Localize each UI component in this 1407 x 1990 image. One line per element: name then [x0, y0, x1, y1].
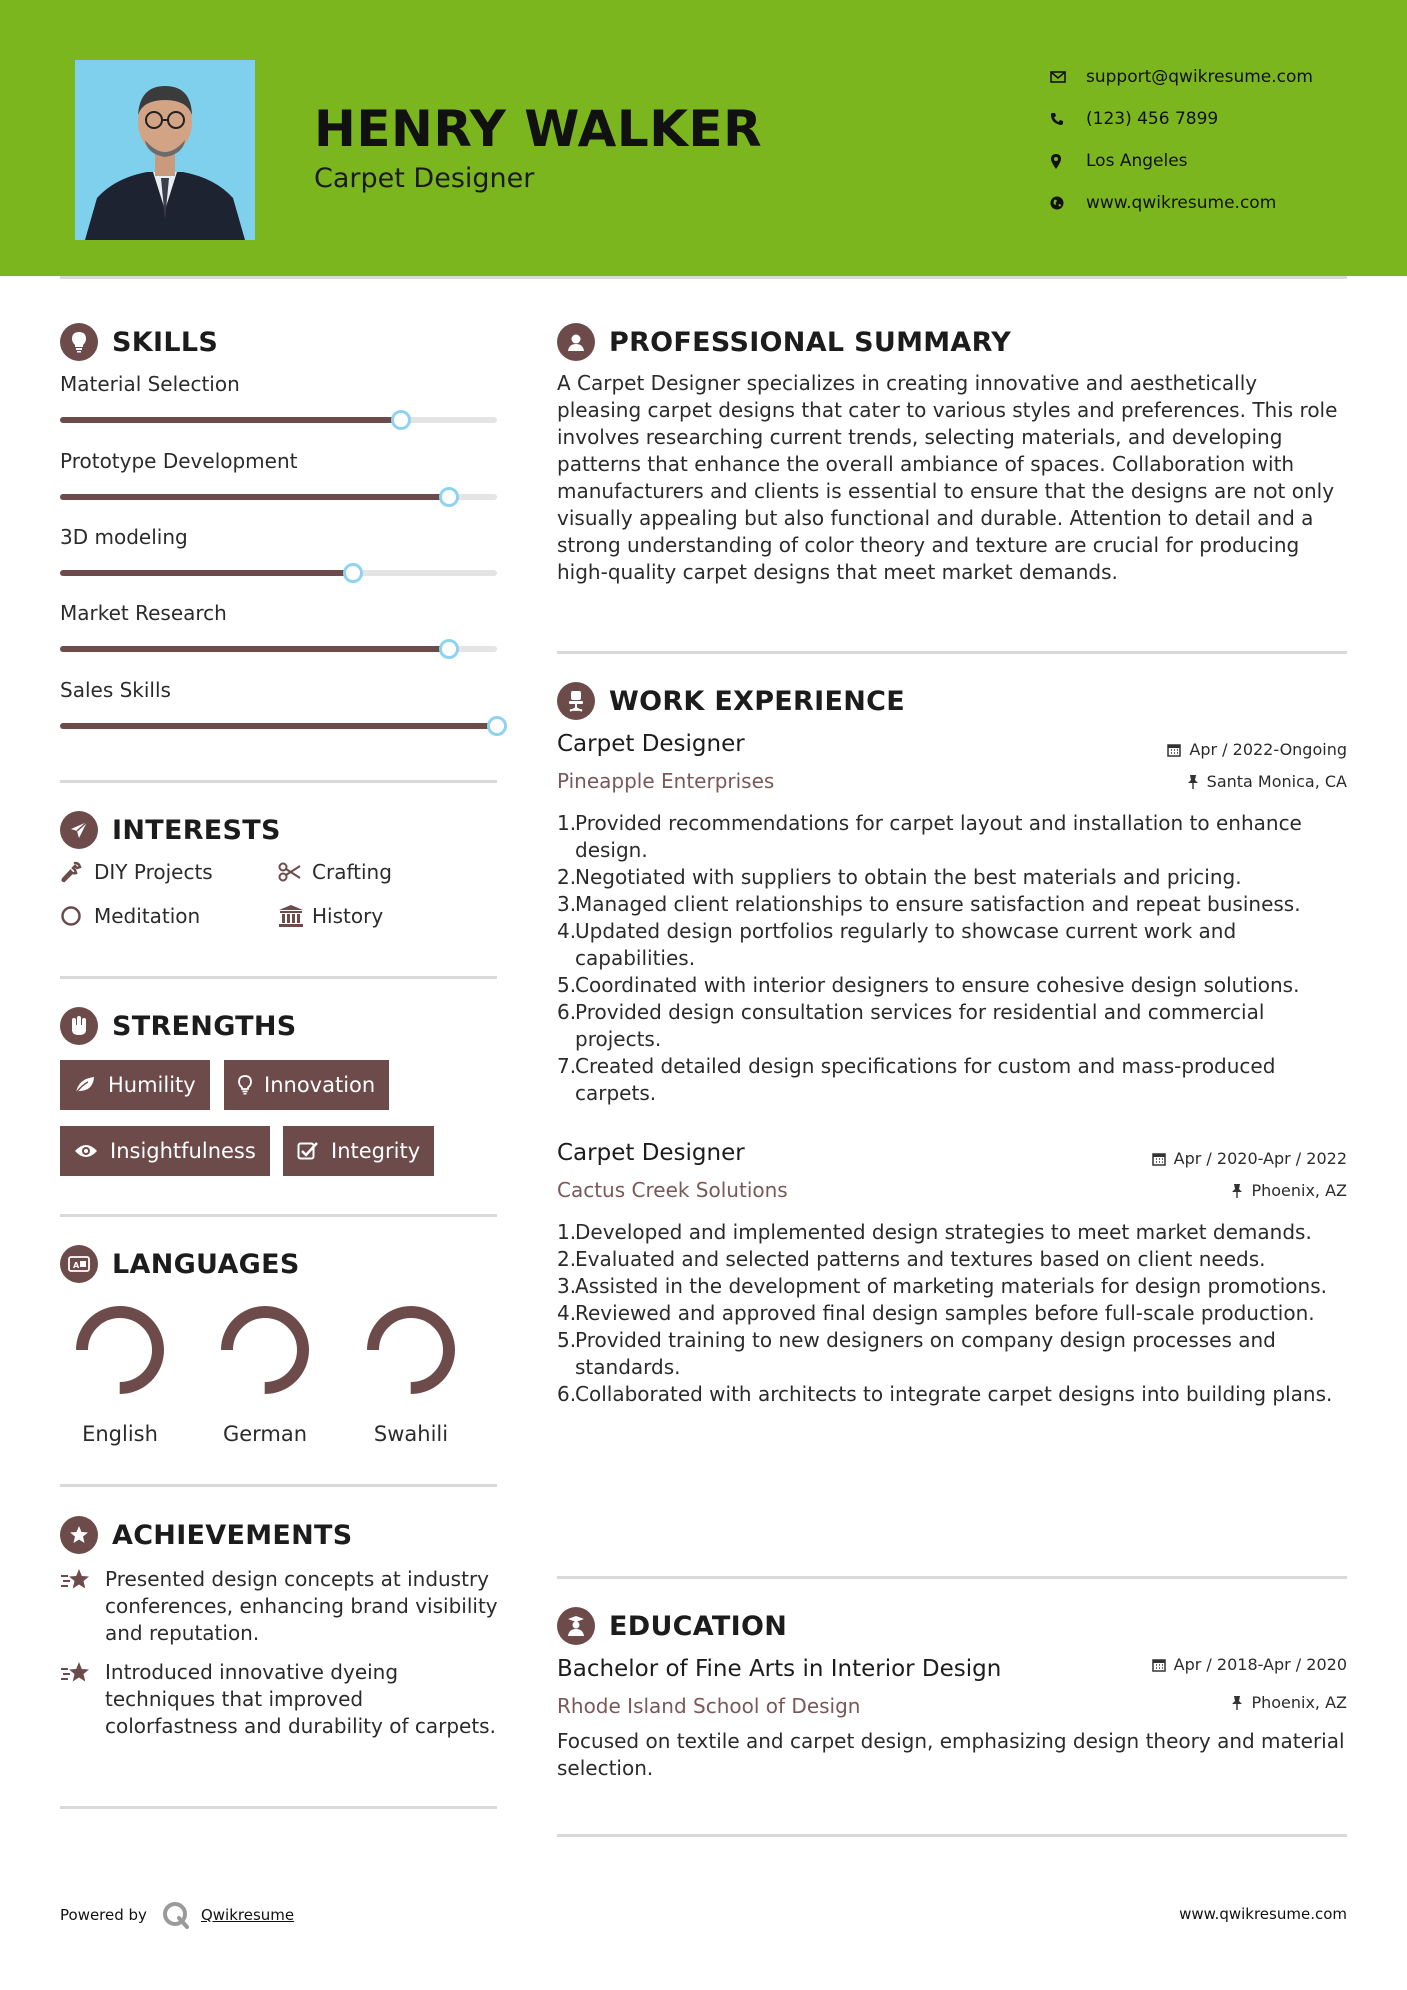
- lightbulb-icon: [60, 323, 98, 361]
- interests-title: INTERESTS: [112, 814, 281, 846]
- interest-label: DIY Projects: [94, 860, 213, 884]
- list-item: 4. Updated design portfolios regularly to showcase current work and capabilities.: [557, 919, 1237, 970]
- achievement-item: [60, 1566, 500, 1647]
- candidate-name: HENRY WALKER: [314, 100, 763, 158]
- job-location-text: Phoenix, AZ: [1251, 1181, 1347, 1200]
- job-company: Cactus Creek Solutions: [557, 1178, 788, 1202]
- language-ring: [70, 1300, 170, 1400]
- skill-label: Prototype Development: [60, 449, 298, 473]
- skills-title: SKILLS: [112, 326, 219, 358]
- skill-bar-fill: [60, 723, 497, 729]
- section-divider: [557, 1576, 1347, 1579]
- experience-title: WORK EXPERIENCE: [609, 685, 905, 717]
- strength-badge: [60, 1060, 210, 1110]
- header-divider: [60, 276, 1347, 279]
- skill-bar-knob: [343, 563, 363, 583]
- experience-section-header: [557, 682, 905, 720]
- interest-item: [278, 860, 392, 884]
- section-divider: [60, 1806, 497, 1809]
- interest-item: [60, 904, 200, 928]
- circle-icon: [60, 905, 94, 927]
- list-item: 2. Evaluated and selected patterns and textures based on client needs.: [557, 1247, 1266, 1271]
- office-chair-icon: [557, 682, 595, 720]
- language-item: [215, 1300, 315, 1446]
- list-item: 7. Created detailed design specifications for custom and mass-produced carpets.: [557, 1054, 1276, 1105]
- job-title: Carpet Designer: [557, 731, 745, 757]
- language-label: English: [82, 1422, 158, 1446]
- envelope-icon: [1050, 71, 1086, 83]
- education-school: Rhode Island School of Design: [557, 1694, 861, 1718]
- education-date-text: Apr / 2018-Apr / 2020: [1173, 1655, 1347, 1674]
- interest-label: Crafting: [312, 860, 392, 884]
- paper-plane-icon: [60, 811, 98, 849]
- achievements-section-header: [60, 1516, 353, 1554]
- calendar-icon: [1152, 1658, 1166, 1672]
- user-icon: [557, 323, 595, 361]
- list-item: 5. Coordinated with interior designers to ensure cohesive design solutions.: [557, 973, 1300, 997]
- interest-item: [278, 904, 383, 928]
- skill-label: Sales Skills: [60, 678, 171, 702]
- contact-phone[interactable]: [1050, 98, 1313, 140]
- powered-by-text: Powered by: [60, 1906, 147, 1924]
- achievement-item: [60, 1659, 500, 1740]
- job-location-text: Santa Monica, CA: [1206, 772, 1347, 791]
- check-square-icon: [297, 1141, 319, 1161]
- list-item: 6. Provided design consultation services for residential and commercial projects.: [557, 1000, 1265, 1051]
- strength-label: Insightfulness: [110, 1139, 256, 1163]
- star-icon: [60, 1659, 105, 1740]
- strength-label: Innovation: [264, 1073, 376, 1097]
- language-ring: [361, 1300, 461, 1400]
- footer-powered-by: [60, 1900, 294, 1930]
- calendar-icon: [1152, 1152, 1166, 1166]
- education-description: Focused on textile and carpet design, emphasizing design theory and material selection.: [557, 1729, 1345, 1780]
- lightbulb-icon: [238, 1075, 252, 1095]
- calendar-icon: [1167, 743, 1181, 757]
- globe-icon: [1050, 196, 1086, 210]
- qwikresume-logo-icon: [161, 1900, 191, 1930]
- interest-item: [60, 860, 213, 884]
- list-item: 3. Managed client relationships to ensure satisfaction and repeat business.: [557, 892, 1301, 916]
- contact-location-text: Los Angeles: [1086, 151, 1188, 171]
- contact-website[interactable]: [1050, 182, 1313, 224]
- skill-bar-knob: [391, 410, 411, 430]
- skill-bar-knob: [487, 716, 507, 736]
- skill-bar-fill: [60, 494, 449, 500]
- strength-label: Integrity: [331, 1139, 421, 1163]
- achievement-text: Presented design concepts at industry conferences, enhancing brand visibility and reputation.: [105, 1567, 498, 1645]
- language-ring: [215, 1300, 315, 1400]
- skill-bar: [60, 646, 497, 652]
- education-date: [1152, 1655, 1347, 1674]
- job-title: Carpet Designer: [557, 1140, 745, 1166]
- fist-icon: [60, 1007, 98, 1045]
- education-location: [1231, 1693, 1347, 1712]
- language-label: Swahili: [373, 1422, 449, 1446]
- summary-title: PROFESSIONAL SUMMARY: [609, 326, 1012, 358]
- scissors-icon: [278, 862, 312, 882]
- qwikresume-link[interactable]: Qwikresume: [200, 1906, 295, 1924]
- phone-icon: [1050, 112, 1086, 126]
- museum-icon: [278, 904, 312, 928]
- contact-website-text: www.qwikresume.com: [1086, 193, 1277, 213]
- languages-title: LANGUAGES: [112, 1248, 300, 1280]
- skill-label: Market Research: [60, 601, 227, 625]
- strength-label: Humility: [108, 1073, 196, 1097]
- skill-label: Material Selection: [60, 372, 240, 396]
- strengths-title: STRENGTHS: [112, 1010, 297, 1042]
- strength-badge: [60, 1126, 270, 1176]
- map-pin-icon: [1050, 154, 1086, 169]
- skill-bar-knob: [439, 487, 459, 507]
- interest-label: History: [312, 904, 384, 928]
- skills-section-header: [60, 323, 218, 361]
- job-location: [1231, 1181, 1347, 1200]
- languages-section-header: [60, 1245, 300, 1283]
- profile-photo: [75, 60, 255, 240]
- star-icon: [60, 1566, 105, 1647]
- contact-email[interactable]: [1050, 56, 1313, 98]
- contact-phone-text: (123) 456 7899: [1086, 109, 1219, 129]
- skill-bar-fill: [60, 570, 353, 576]
- language-label: German: [222, 1422, 308, 1446]
- education-section-header: [557, 1607, 787, 1645]
- skill-bar-fill: [60, 646, 449, 652]
- contact-location: [1050, 140, 1313, 182]
- wrench-icon: [60, 861, 94, 883]
- job-date-text: Apr / 2020-Apr / 2022: [1173, 1149, 1347, 1168]
- section-divider: [557, 651, 1347, 654]
- strength-badge: [224, 1060, 389, 1110]
- list-item: 4. Reviewed and approved final design samples before full-scale production.: [557, 1301, 1315, 1325]
- list-item: 5. Provided training to new designers on company design processes and standards.: [557, 1328, 1276, 1379]
- svg-text:A: A: [73, 1261, 80, 1270]
- graduate-icon: [557, 1607, 595, 1645]
- job-location: [1187, 772, 1347, 791]
- footer-website[interactable]: www.qwikresume.com: [1179, 1905, 1347, 1923]
- achievements-title: ACHIEVEMENTS: [112, 1519, 353, 1551]
- skill-bar-knob: [439, 639, 459, 659]
- education-title: EDUCATION: [609, 1610, 788, 1642]
- strength-badge: [283, 1126, 434, 1176]
- interests-section-header: [60, 811, 281, 849]
- skill-bar: [60, 417, 497, 423]
- pushpin-icon: [1187, 774, 1199, 789]
- eye-icon: [74, 1143, 98, 1159]
- skill-bar-fill: [60, 417, 401, 423]
- language-icon: [60, 1245, 98, 1283]
- section-divider: [60, 976, 497, 979]
- job-date: [1167, 740, 1347, 759]
- education-location-text: Phoenix, AZ: [1251, 1693, 1347, 1712]
- summary-text: A Carpet Designer specializes in creating innovative and aesthetically pleasing carpet designs that cater to various styles and preferences. This role involves researching current trends, selecting materials, and developing patterns that enhance the overall ambiance of spaces. Collaboration with manufacturers and clients is essential to ensure that the designs are not only visually appealing but also functional and durable. Attention to detail and a strong understanding of color theory and texture are crucial for producing high-quality carpet designs that meet market demands.: [557, 371, 1338, 584]
- list-item: 6. Collaborated with architects to integrate carpet designs into building plans.: [557, 1382, 1333, 1406]
- job-date-text: Apr / 2022-Ongoing: [1189, 740, 1347, 759]
- list-item: 3. Assisted in the development of marketing materials for design promotions.: [557, 1274, 1327, 1298]
- strengths-section-header: [60, 1007, 297, 1045]
- achievement-text: Introduced innovative dyeing techniques that improved colorfastness and durability of carpets.: [105, 1660, 496, 1738]
- job-company: Pineapple Enterprises: [557, 769, 775, 793]
- interest-label: Meditation: [94, 904, 201, 928]
- section-divider: [60, 1214, 497, 1217]
- education-degree: Bachelor of Fine Arts in Interior Design: [557, 1656, 1002, 1682]
- list-item: 1. Provided recommendations for carpet layout and installation to enhance design.: [557, 811, 1302, 862]
- summary-section-header: [557, 323, 1011, 361]
- leaf-icon: [74, 1075, 96, 1095]
- job-responsibilities: [557, 1219, 1347, 1408]
- section-divider: [60, 1484, 497, 1487]
- contact-email-text: support@qwikresume.com: [1086, 67, 1313, 87]
- skill-bar: [60, 723, 497, 729]
- star-badge-icon: [60, 1516, 98, 1554]
- list-item: 1. Developed and implemented design strategies to meet market demands.: [557, 1220, 1312, 1244]
- pushpin-icon: [1231, 1695, 1243, 1710]
- pushpin-icon: [1231, 1183, 1243, 1198]
- resume-header: [0, 0, 1407, 276]
- skill-bar: [60, 494, 497, 500]
- language-item: [70, 1300, 170, 1446]
- job-date: [1152, 1149, 1347, 1168]
- contact-list: [1050, 56, 1313, 224]
- section-divider: [557, 1834, 1347, 1837]
- section-divider: [60, 780, 497, 783]
- language-item: [361, 1300, 461, 1446]
- list-item: 2. Negotiated with suppliers to obtain the best materials and pricing.: [557, 865, 1242, 889]
- skill-bar: [60, 570, 497, 576]
- candidate-role: Carpet Designer: [314, 163, 535, 194]
- job-responsibilities: [557, 810, 1347, 1107]
- skill-label: 3D modeling: [60, 525, 188, 549]
